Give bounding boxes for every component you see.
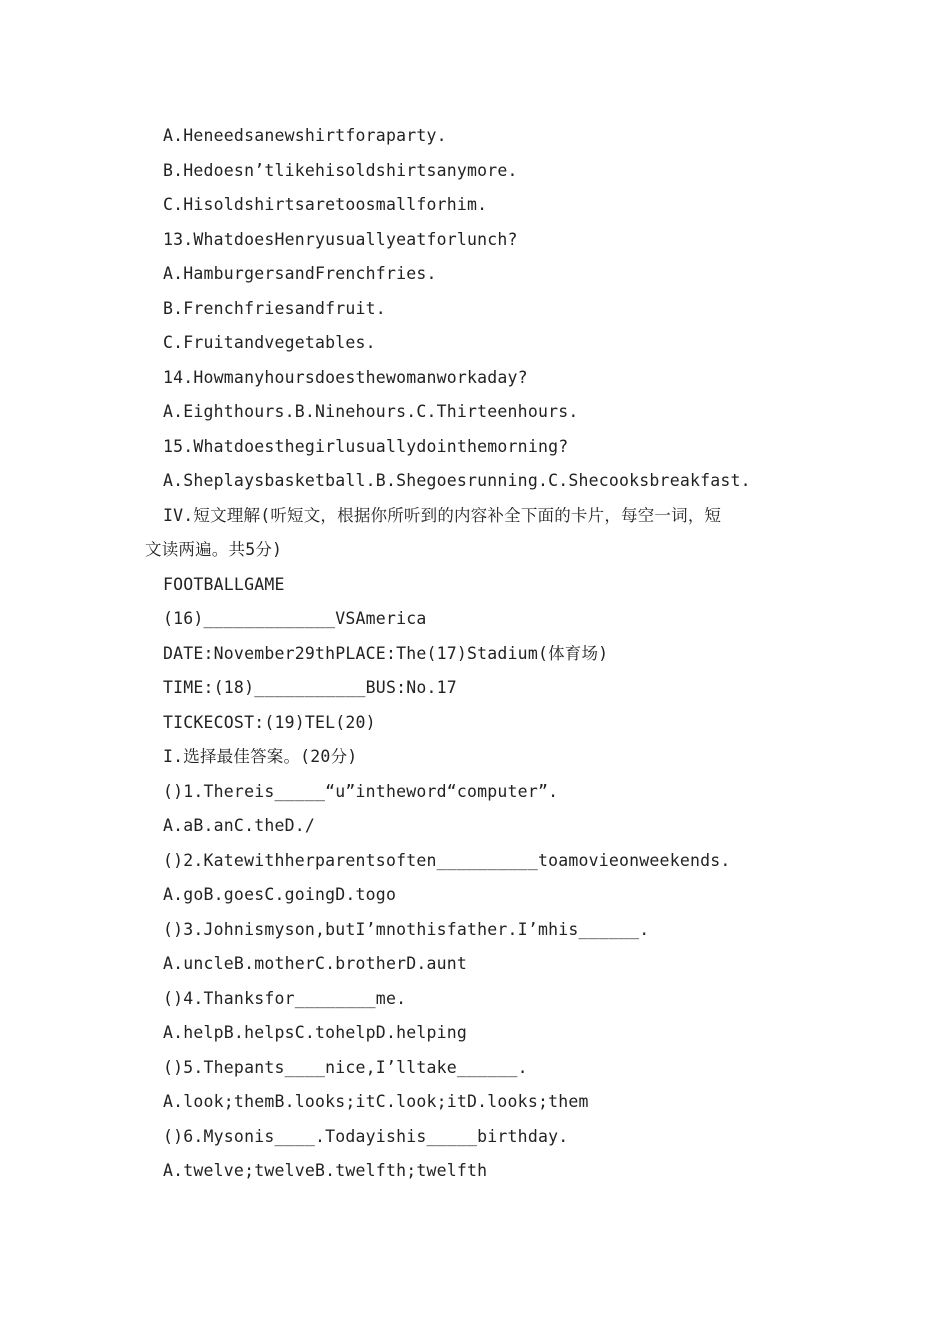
question-line: ()4.Thanksfor________me. [163, 988, 407, 1008]
option-line: A.Eighthours.B.Ninehours.C.Thirteenhours. [163, 402, 579, 421]
question-line: ()5.Thepants____nice,I’lltake______. [163, 1057, 528, 1077]
card-line: TICKECOST:(19)TEL(20) [163, 712, 376, 732]
document-body [145, 119, 820, 1189]
question-line: ()1.Thereis_____“u”intheword“computer”. [163, 781, 559, 801]
section-heading: I.选择最佳答案。(20分) [163, 747, 358, 766]
option-line: C.Fruitandvegetables. [163, 333, 376, 352]
option-line: A.goB.goesC.goingD.togo [163, 885, 397, 904]
option-line: B.Hedoesn’tlikehisoldshirtsanymore. [163, 160, 518, 180]
option-line: A.aB.anC.theD./ [163, 816, 316, 835]
card-line: DATE:November29thPLACE:The(17)Stadium(体育场) [163, 643, 609, 663]
card-line: TIME:(18)___________BUS:No.17 [163, 678, 457, 697]
question-line: ()6.Mysonis____.Todayishis_____birthday. [163, 1126, 569, 1146]
option-line: A.Sheplaysbasketball.B.Shegoesrunning.C.Shecooksbreakfast. [163, 471, 751, 490]
question-line: ()3.Johnismyson,butI’mnothisfather.I’mhis______. [163, 919, 650, 939]
option-line: B.Frenchfriesandfruit. [163, 298, 386, 318]
question-line: 15.Whatdoesthegirlusuallydointhemorning? [163, 436, 569, 456]
option-line: A.Heneedsanewshirtforaparty. [163, 126, 447, 145]
section-heading: IV.短文理解(听短文，根据你所听到的内容补全下面的卡片，每空一词，短 [163, 505, 722, 525]
section-heading-continued: 文读两遍。共5分) [145, 540, 283, 559]
card-line: (16)_____________VSAmerica [163, 609, 427, 628]
question-line: ()2.Katewithherparentsoften__________toamovieonweekends. [163, 850, 731, 870]
option-line: A.helpB.helpsC.tohelpD.helping [163, 1023, 468, 1042]
question-line: 13.WhatdoesHenryusuallyeatforlunch? [163, 229, 518, 249]
card-title: FOOTBALLGAME [163, 574, 285, 594]
question-line: 14.Howmanyhoursdoesthewomanworkaday? [163, 367, 528, 387]
option-line: C.Hisoldshirtsaretoosmallforhim. [163, 195, 488, 214]
option-line: A.HamburgersandFrenchfries. [163, 264, 437, 283]
option-line: A.uncleB.motherC.brotherD.aunt [163, 954, 468, 973]
option-line: A.look;themB.looks;itC.look;itD.looks;them [163, 1092, 589, 1111]
option-line: A.twelve;twelveB.twelfth;twelfth [163, 1161, 488, 1180]
